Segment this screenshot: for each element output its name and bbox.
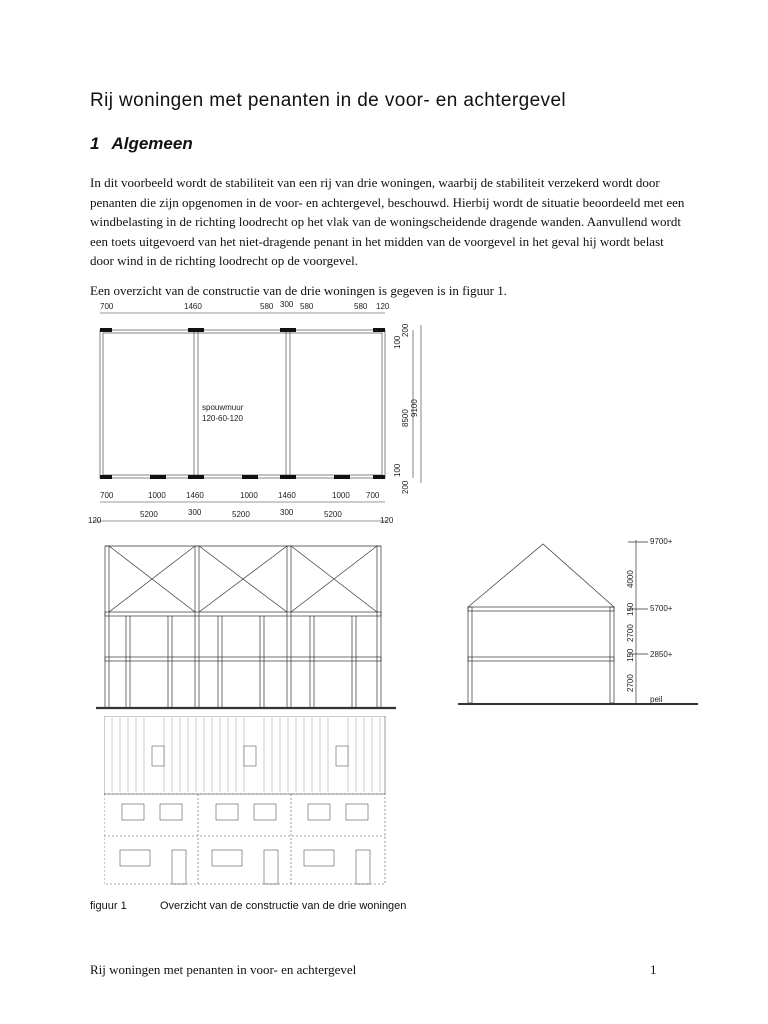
plan-dim-bottom: 5200 [232, 510, 250, 519]
plan-dim-bottom: 300 [280, 508, 294, 517]
plan-dim-right: 9100 [410, 399, 419, 417]
structure-elevation-drawing [96, 540, 396, 710]
section-heading [90, 134, 193, 154]
level-label: peil [650, 695, 663, 704]
plan-dim-top: 580 [300, 302, 314, 311]
plan-dim-right: 100 [393, 335, 402, 349]
section-dim: 150 [626, 648, 635, 662]
plan-dim-top: 580 [354, 302, 368, 311]
plan-dim-bottom: 5200 [140, 510, 158, 519]
page-footer: Rij woningen met penanten in voor- en achtergevel [90, 962, 357, 977]
plan-dim-bottom: 1000 [148, 491, 166, 500]
plan-wall-label: 120-60-120 [202, 414, 243, 423]
plan-dim-bottom: 1460 [186, 491, 204, 500]
figure-reference-paragraph: Een overzicht van de constructie van de drie woningen is gegeven is in figuur 1. [90, 283, 507, 298]
plan-dim-top: 580 [260, 302, 274, 311]
level-label: 2850+ [650, 650, 673, 659]
section-dim: 2700 [626, 624, 635, 642]
section-dim: 2700 [626, 674, 635, 692]
plan-wall-label: spouwmuur [202, 403, 244, 412]
plan-dim-bottom: 700 [100, 491, 114, 500]
plan-dim-bottom: 120 [88, 516, 102, 525]
facade-drawing [104, 716, 394, 886]
level-label: 5700+ [650, 604, 673, 613]
plan-dim-top: 1460 [184, 302, 202, 311]
plan-dim-right: 200 [401, 323, 410, 337]
plan-dim-bottom: 300 [188, 508, 202, 517]
plan-dim-bottom: 1460 [278, 491, 296, 500]
plan-dim-right: 100 [393, 463, 402, 477]
plan-dim-top: 300 [280, 300, 294, 309]
section-title: Algemeen [111, 134, 193, 153]
plan-dim-bottom: 700 [366, 491, 380, 500]
section-dim: 4000 [626, 570, 635, 588]
intro-paragraph: In dit voorbeeld wordt de stabiliteit van een rij van drie woningen, waarbij de stabiliteit verzekerd wordt door penanten die zijn opgenomen in de voor- en achtergevel, beschouwd. Hierbij wordt de situatie beoordeeld met een windbelasting in de richting loodrecht op het vlak van de woningscheidende dragende wanden. Aanvullend wordt een toets uitgevoerd van het niet-dragende penant in het midden van de voorgevel in het geval hij wordt belast door wind in de richting loodrecht op de voorgevel. [90, 175, 685, 268]
section-dim: 150 [626, 602, 635, 616]
level-label: 9700+ [650, 537, 673, 546]
cross-section-drawing [458, 530, 698, 715]
plan-dim-right: 8500 [401, 409, 410, 427]
figure-caption-text: Overzicht van de constructie van de drie woningen [160, 900, 407, 912]
plan-dim-bottom: 120 [380, 516, 394, 525]
plan-dim-top: 700 [100, 302, 114, 311]
plan-dim-bottom: 1000 [240, 491, 258, 500]
page-title: Rij woningen met penanten in de voor- en achtergevel [90, 90, 567, 111]
plan-dim-bottom: 1000 [332, 491, 350, 500]
page-number: 1 [650, 962, 657, 977]
section-number: 1 [90, 134, 100, 153]
figure-caption-label: figuur 1 [90, 900, 127, 912]
plan-dim-bottom: 5200 [324, 510, 342, 519]
plan-dim-top: 120 [376, 302, 390, 311]
floor-plan-drawing [88, 297, 428, 527]
plan-dim-right: 200 [401, 480, 410, 494]
